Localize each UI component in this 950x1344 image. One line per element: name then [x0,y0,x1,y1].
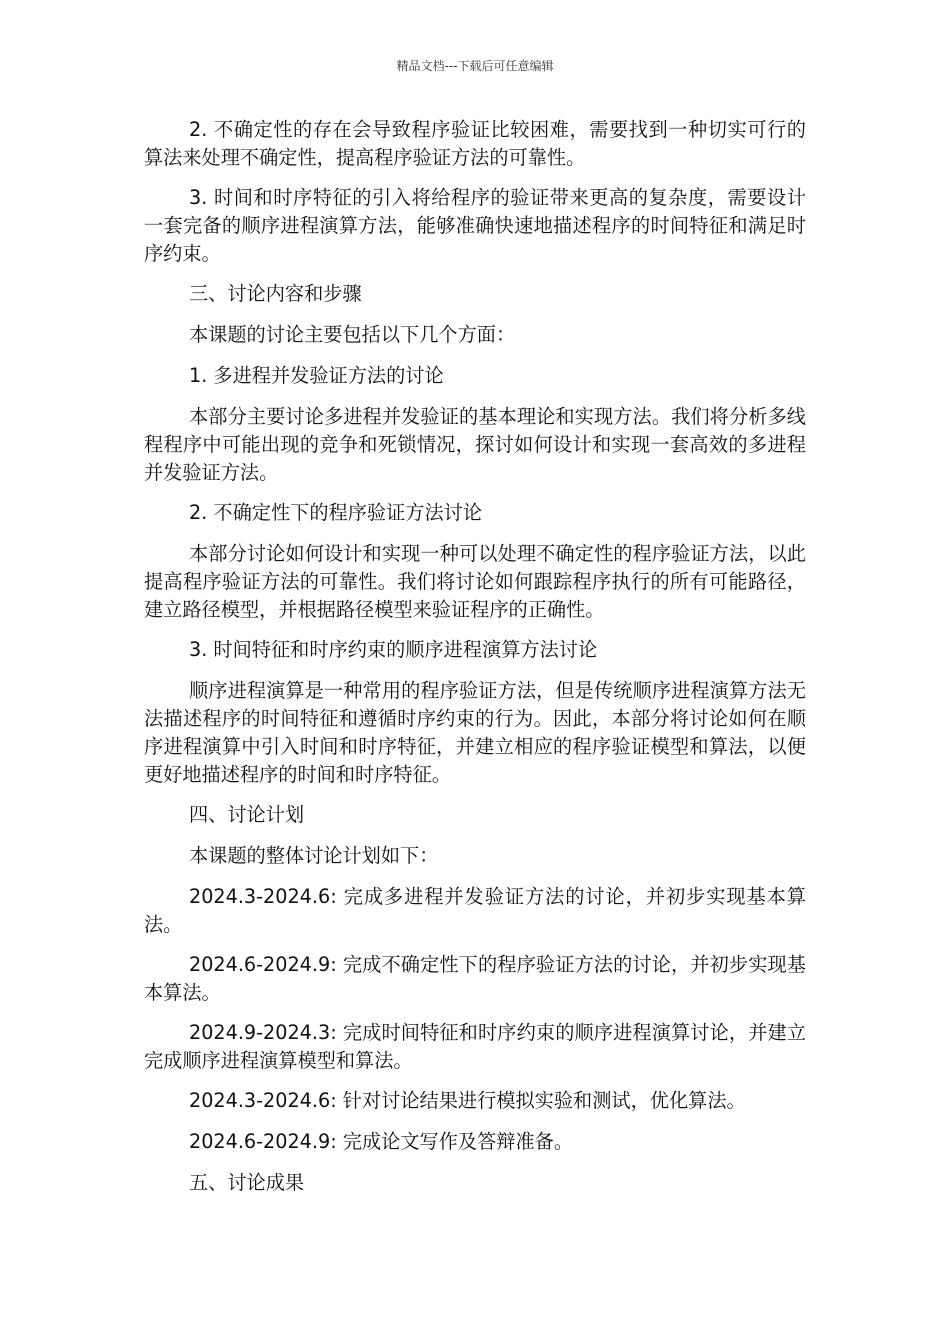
plan-item-2: 2024.6-2024.9: 完成不确定性下的程序验证方法的讨论，并初步实现基本算法。 [144,953,806,1004]
subheading-uncertainty: 2. 不确定性下的程序验证方法讨论 [189,501,483,524]
paragraph-timing-challenge: 3. 时间和时序特征的引入将给程序的验证带来更高的复杂度，需要设计一套完备的顺序进程演算方法，能够准确快速地描述程序的时间特征和满足时序约束。 [144,186,806,265]
document-body [144,116,806,1210]
plan-item-4: 2024.3-2024.6: 针对讨论结果进行模拟实验和测试，优化算法。 [189,1089,746,1112]
subheading-timing: 3. 时间特征和时序约束的顺序进程演算方法讨论 [189,638,598,661]
paragraph-uncertainty-challenge: 2. 不确定性的存在会导致程序验证比较困难，需要找到一种切实可行的算法来处理不确定性，提高程序验证方法的可靠性。 [144,118,806,169]
section-heading-research-content: 三、讨论内容和步骤 [189,282,362,305]
paragraph-concurrency: 本部分主要讨论多进程并发验证的基本理论和实现方法。我们将分析多线程程序中可能出现的竞争和死锁情况，探讨如何设计和实现一套高效的多进程并发验证方法。 [144,405,806,484]
paragraph-research-intro: 本课题的讨论主要包括以下几个方面： [189,323,516,346]
paragraph-plan-intro: 本课题的整体讨论计划如下： [189,844,439,867]
paragraph-timing: 顺序进程演算是一种常用的程序验证方法，但是传统顺序进程演算方法无法描述程序的时间特征和遵循时序约束的行为。因此，本部分将讨论如何在顺序进程演算中引入时间和时序特征，并建立相应的程序验证模型和算法，以便更好地描述程序的时间和时序特征。 [144,679,806,786]
plan-item-1: 2024.3-2024.6: 完成多进程并发验证方法的讨论，并初步实现基本算法。 [144,885,806,936]
subheading-concurrency: 1. 多进程并发验证方法的讨论 [189,364,444,387]
section-heading-results: 五、讨论成果 [189,1171,305,1194]
section-heading-plan: 四、讨论计划 [189,803,305,826]
plan-item-3: 2024.9-2024.3: 完成时间特征和时序约束的顺序进程演算讨论，并建立完成顺序进程演算模型和算法。 [144,1021,806,1072]
paragraph-uncertainty: 本部分讨论如何设计和实现一种可以处理不确定性的程序验证方法，以此提高程序验证方法的可靠性。我们将讨论如何跟踪程序执行的所有可能路径，建立路径模型，并根据路径模型来验证程序的正确性。 [144,542,806,621]
page-header: 精品文档---下载后可任意编辑 [396,59,554,73]
plan-item-5: 2024.6-2024.9: 完成论文写作及答辩准备。 [189,1130,574,1153]
